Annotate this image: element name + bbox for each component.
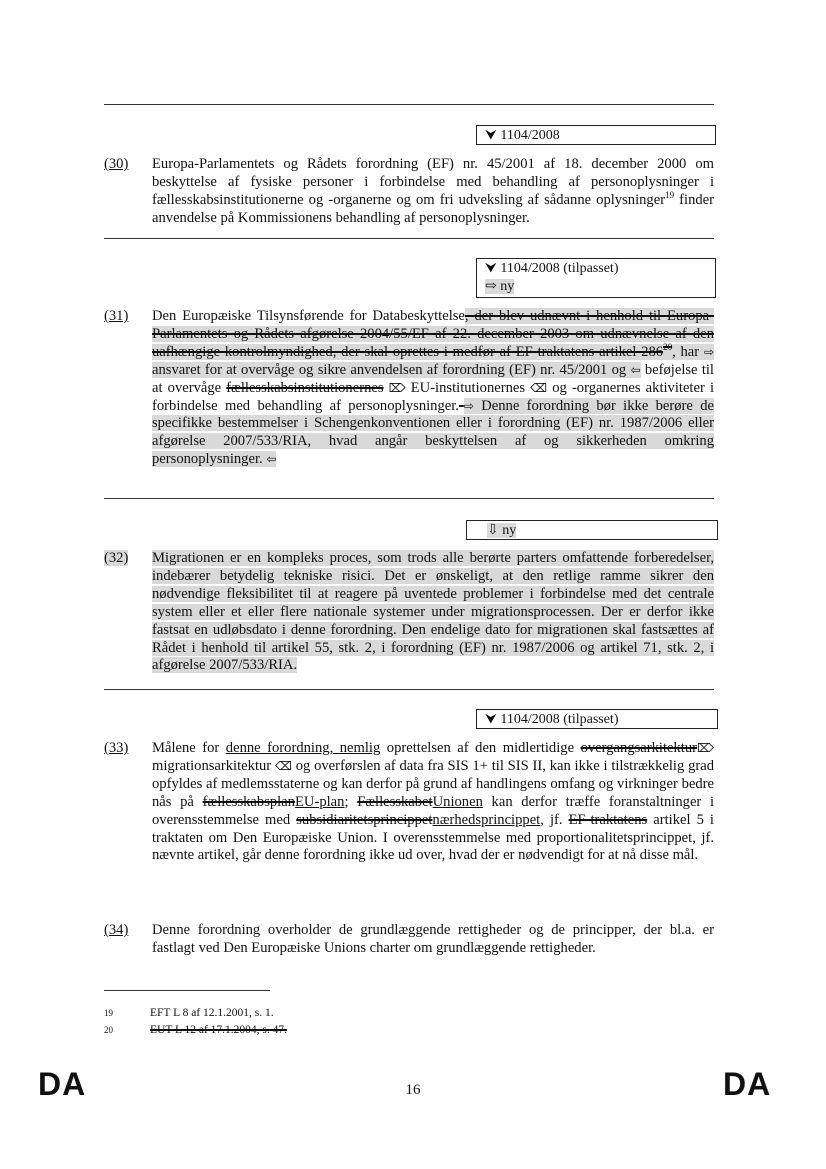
recital-31 [104,308,714,469]
rule-after-30 [104,238,714,239]
inserted-text: denne forordning, nemlig [225,740,381,756]
rule-top [104,104,714,105]
deleted-text: Fællesskabet [357,793,433,810]
marker-box-30 [476,125,716,145]
marker-text: ⮟ 1104/2008 (tilpasset) [485,261,619,276]
recital-text: Denne forordning overholder de grundlæggende rettigheder og de principper, der bl.a. er fastlagt ved Den Europæiske Unions charter om grundlæggende rettigheder. [152,922,714,956]
deleted-text: fællesskabsplan [202,793,296,810]
language-code-right: DA [723,1066,772,1102]
marker-text: ⮟ 1104/2008 (tilpasset) [485,712,619,727]
deleted-text: , der blev udnævnt i henhold til Europa-Parlamentets og Rådets afgørelse 2004/55/EF af 22. december 2003 om udnævnelse af den uafhængige kontrolmyndighed, der skal oprettes i medfør af EF-traktatens artikel 286 [152,308,714,360]
recital-number: (33) [104,740,129,756]
marker-text: ⮟ 1104/2008 [485,128,560,143]
footnote-number: 19 [104,1008,113,1018]
insert-open-icon: ⌦ [697,741,714,755]
arrow-left-icon: ⇦ [630,362,641,377]
footnote-rule [104,990,270,991]
inserted-text: EU-plan [295,793,345,810]
recital-number: (31) [104,308,129,324]
recital-text: Den Europæiske Tilsynsførende for Databeskyttelse, der blev udnævnt i henhold til Europa-Parlamentets og Rådets afgørelse 2004/55/EF af 22. december 2003 om udnævnelse af den uafhængige kontrolmyndighed, der skal oprettes i medfør af EF-traktatens artikel $286^{20}$, har ⇨ ansvaret for at overvåge og sikre anvendelsen af forordning (EF) nr. 45/2001 og ⇦ beføjelse til at overvåge fællesskabsinstitutionernes ⌦ EU-institutionernes ⌫ og -organernes aktiviteter i forbindelse med behandling af personoplysninger.-⇨ Denne forordning bør ikke berøre de specifikke bestemmelser i Schengenkonventionen eller i forordning (EF) nr. 1987/2006 eller afgørelse 2007/533/RIA, hvad angår beskyttelsen af og sikkerheden omkring personoplysninger. ⇦ [152,308,715,468]
rule-after-31 [104,498,714,499]
marker-text: ⇨ ny [485,279,515,294]
insert-close-icon: ⌫ [274,758,292,773]
deleted-text: - [458,397,464,414]
marker-text: ⇩ ny [487,523,517,538]
inserted-text: nærhedsprincippet [432,811,541,828]
deleted-text: EF-traktatens [568,811,648,828]
insert-open-icon: ⌦ [388,380,406,395]
page-number: 16 [405,1082,421,1098]
arrow-right-icon: ⇨ [703,344,714,359]
footnote-19 [104,1005,274,1021]
recital-text: Målene for denne forordning, nemlig oprettelsen af den midlertidige overgangsarkitektur⌦ migrationsarkitektur ⌫ og overførslen af data fra SIS 1+ til SIS II, kan ikke i tilstrækkelig grad opfyldes af medlemsstaterne og kan derfor på grund af handlingens omfang og virkninger bedre nås på fællesskabsplanEU-plan; FællesskabetUnionen kan derfor træffe foranstaltninger i overensstemmelse med subsidiaritetsprincippetnærhedsprincippet, jf. EF-traktatens artikel 5 i traktaten om Den Europæiske Union. I overensstemmelse med proportionalitetsprincippet, jf. nævnte artikel, går denne forordning ikke ud over, hvad der er nødvendigt for at nå disse mål. [152,740,715,864]
inserted-text: Unionen [432,793,483,810]
recital-33 [104,740,714,865]
recital-number: (34) [104,922,129,938]
footnote-ref: 19 [665,189,675,200]
arrow-right-icon: ⇨ [463,398,474,413]
marker-box-31 [476,258,716,298]
marker-box-32 [466,520,718,540]
deleted-text: overgangsarkitektur [580,740,698,756]
deleted-text: subsidiaritetsprincippet [296,811,433,828]
rule-after-32 [104,689,714,690]
recital-text: Europa-Parlamentets og Rådets forordning (EF) nr. 45/2001 af 18. december 2000 om beskyttelse af fysiske personer i forbindelse med behandling af personoplysninger i fællesskabsinstitutionerne og -organerne og om fri udveksling af sådanne oplysninger$^{19}$ finder anvendelse på Kommissionens behandling af personoplysninger. [152,156,714,226]
recital-30 [104,156,714,228]
recital-32 [104,550,714,675]
footnote-text: EFT L 8 af 12.1.2001, s. 1. [150,1007,274,1019]
deleted-text: fællesskabsinstitutionernes [226,379,384,396]
footnote-text: EUT L 12 af 17.1.2004, s. 47. [150,1024,288,1036]
footnote-number: 20 [104,1025,113,1035]
footnote-ref: 20 [663,341,673,352]
insert-close-icon: ⌫ [530,380,548,395]
marker-box-33 [476,709,718,729]
recital-number: (32) [104,550,129,566]
recital-number: (30) [104,156,129,172]
arrow-left-icon: ⇦ [266,452,277,467]
recital-text: Migrationen er en kompleks proces, som trods alle berørte parters omfattende forberedelser, indebærer betydelig tekniske risici. Det er ønskeligt, at den retlige ramme sikrer den nødvendige fleksibilitet til at reagere på uventede problemer i forbindelse med det centrale system eller et eller flere nationale systemer under migrationsprocessen. Der er derfor ikke fastsat en udløbsdato i denne forordning. Den endelige dato for migrationen skal fastsættes af Rådet i henhold til artikel 55, stk. 2, i forordning (EF) nr. 1987/2006 og artikel 71, stk. 2, i afgørelse 2007/533/RIA. [152,550,714,674]
footnote-20 [104,1022,287,1038]
recital-34 [104,922,714,958]
language-code-left: DA [38,1066,87,1102]
